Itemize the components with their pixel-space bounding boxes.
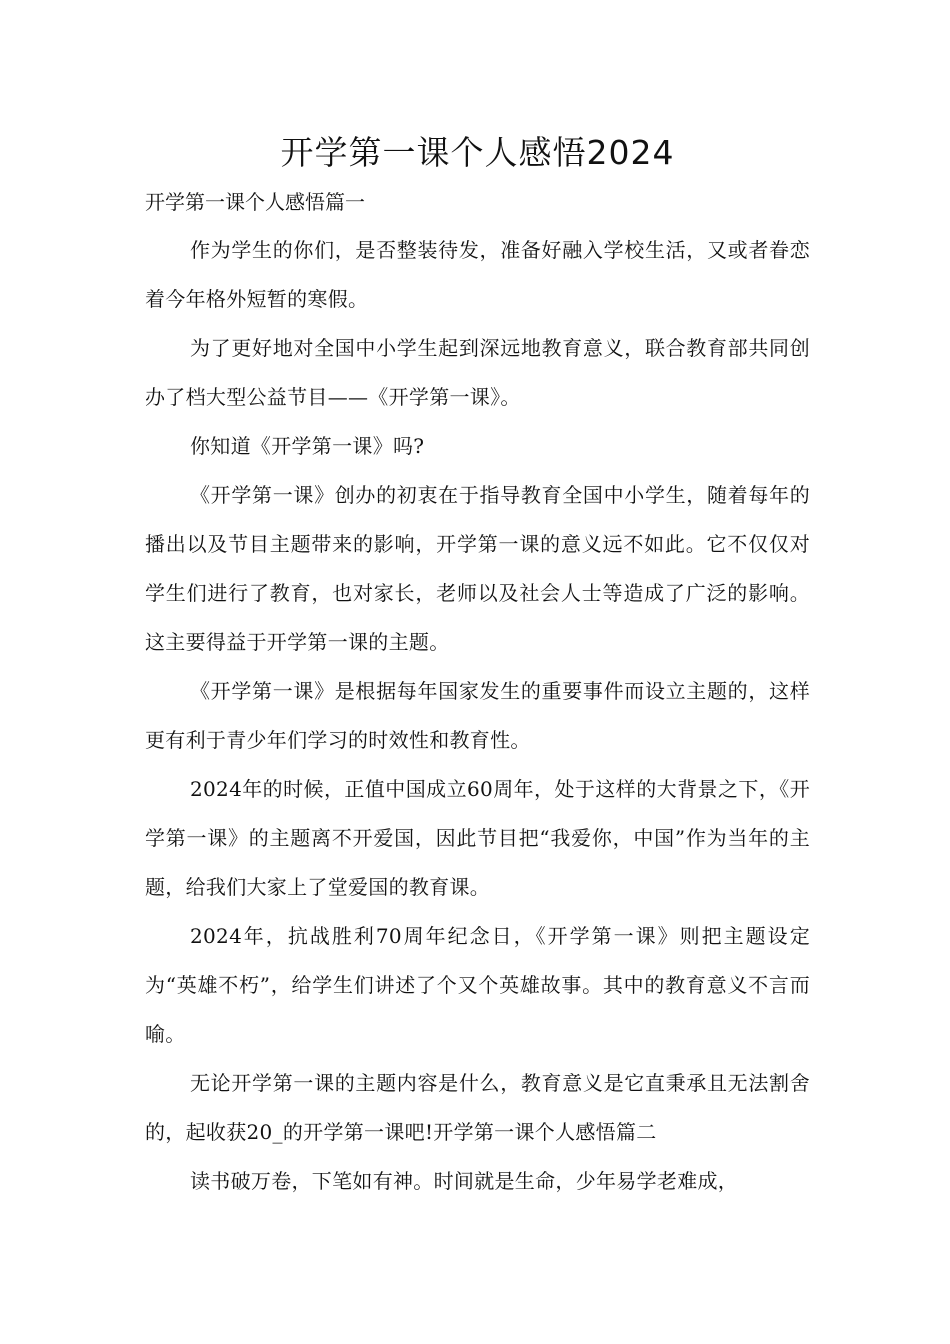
- paragraph-2: 为了更好地对全国中小学生起到深远地教育意义，联合教育部共同创办了档大型公益节目——《开学第一课》。: [145, 336, 810, 409]
- paragraph-8: 无论开学第一课的主题内容是什么，教育意义是它直秉承且无法割舍的，起收获20_的开学第一课吧!开学第一课个人感悟篇二: [145, 1071, 810, 1144]
- paragraph-5: 《开学第一课》是根据每年国家发生的重要事件而设立主题的，这样更有利于青少年们学习的时效性和教育性。: [145, 679, 810, 752]
- document-title: 开学第一课个人感悟2024: [280, 133, 675, 172]
- paragraph-6: 2024年的时候，正值中国成立60周年，处于这样的大背景之下，《开学第一课》的主题离不开爱国，因此节目把“我爱你，中国”作为当年的主题，给我们大家上了堂爱国的教育课。: [145, 777, 810, 899]
- section-heading: 开学第一课个人感悟篇一: [145, 190, 365, 214]
- paragraph-4: 《开学第一课》创办的初衷在于指导教育全国中小学生，随着每年的播出以及节目主题带来的影响，开学第一课的意义远不如此。它不仅仅对学生们进行了教育，也对家长，老师以及社会人士等造成了广泛的影响。这主要得益于开学第一课的主题。: [145, 483, 810, 654]
- paragraph-1: 作为学生的你们，是否整装待发，准备好融入学校生活，又或者眷恋着今年格外短暂的寒假。: [145, 238, 810, 311]
- paragraph-7: 2024年，抗战胜利70周年纪念日，《开学第一课》则把主题设定为“英雄不朽”，给学生们讲述了个又个英雄故事。其中的教育意义不言而喻。: [145, 924, 810, 1046]
- paragraph-9: 读书破万卷，下笔如有神。时间就是生命，少年易学老难成，: [190, 1169, 739, 1193]
- paragraph-3: 你知道《开学第一课》吗?: [190, 434, 425, 458]
